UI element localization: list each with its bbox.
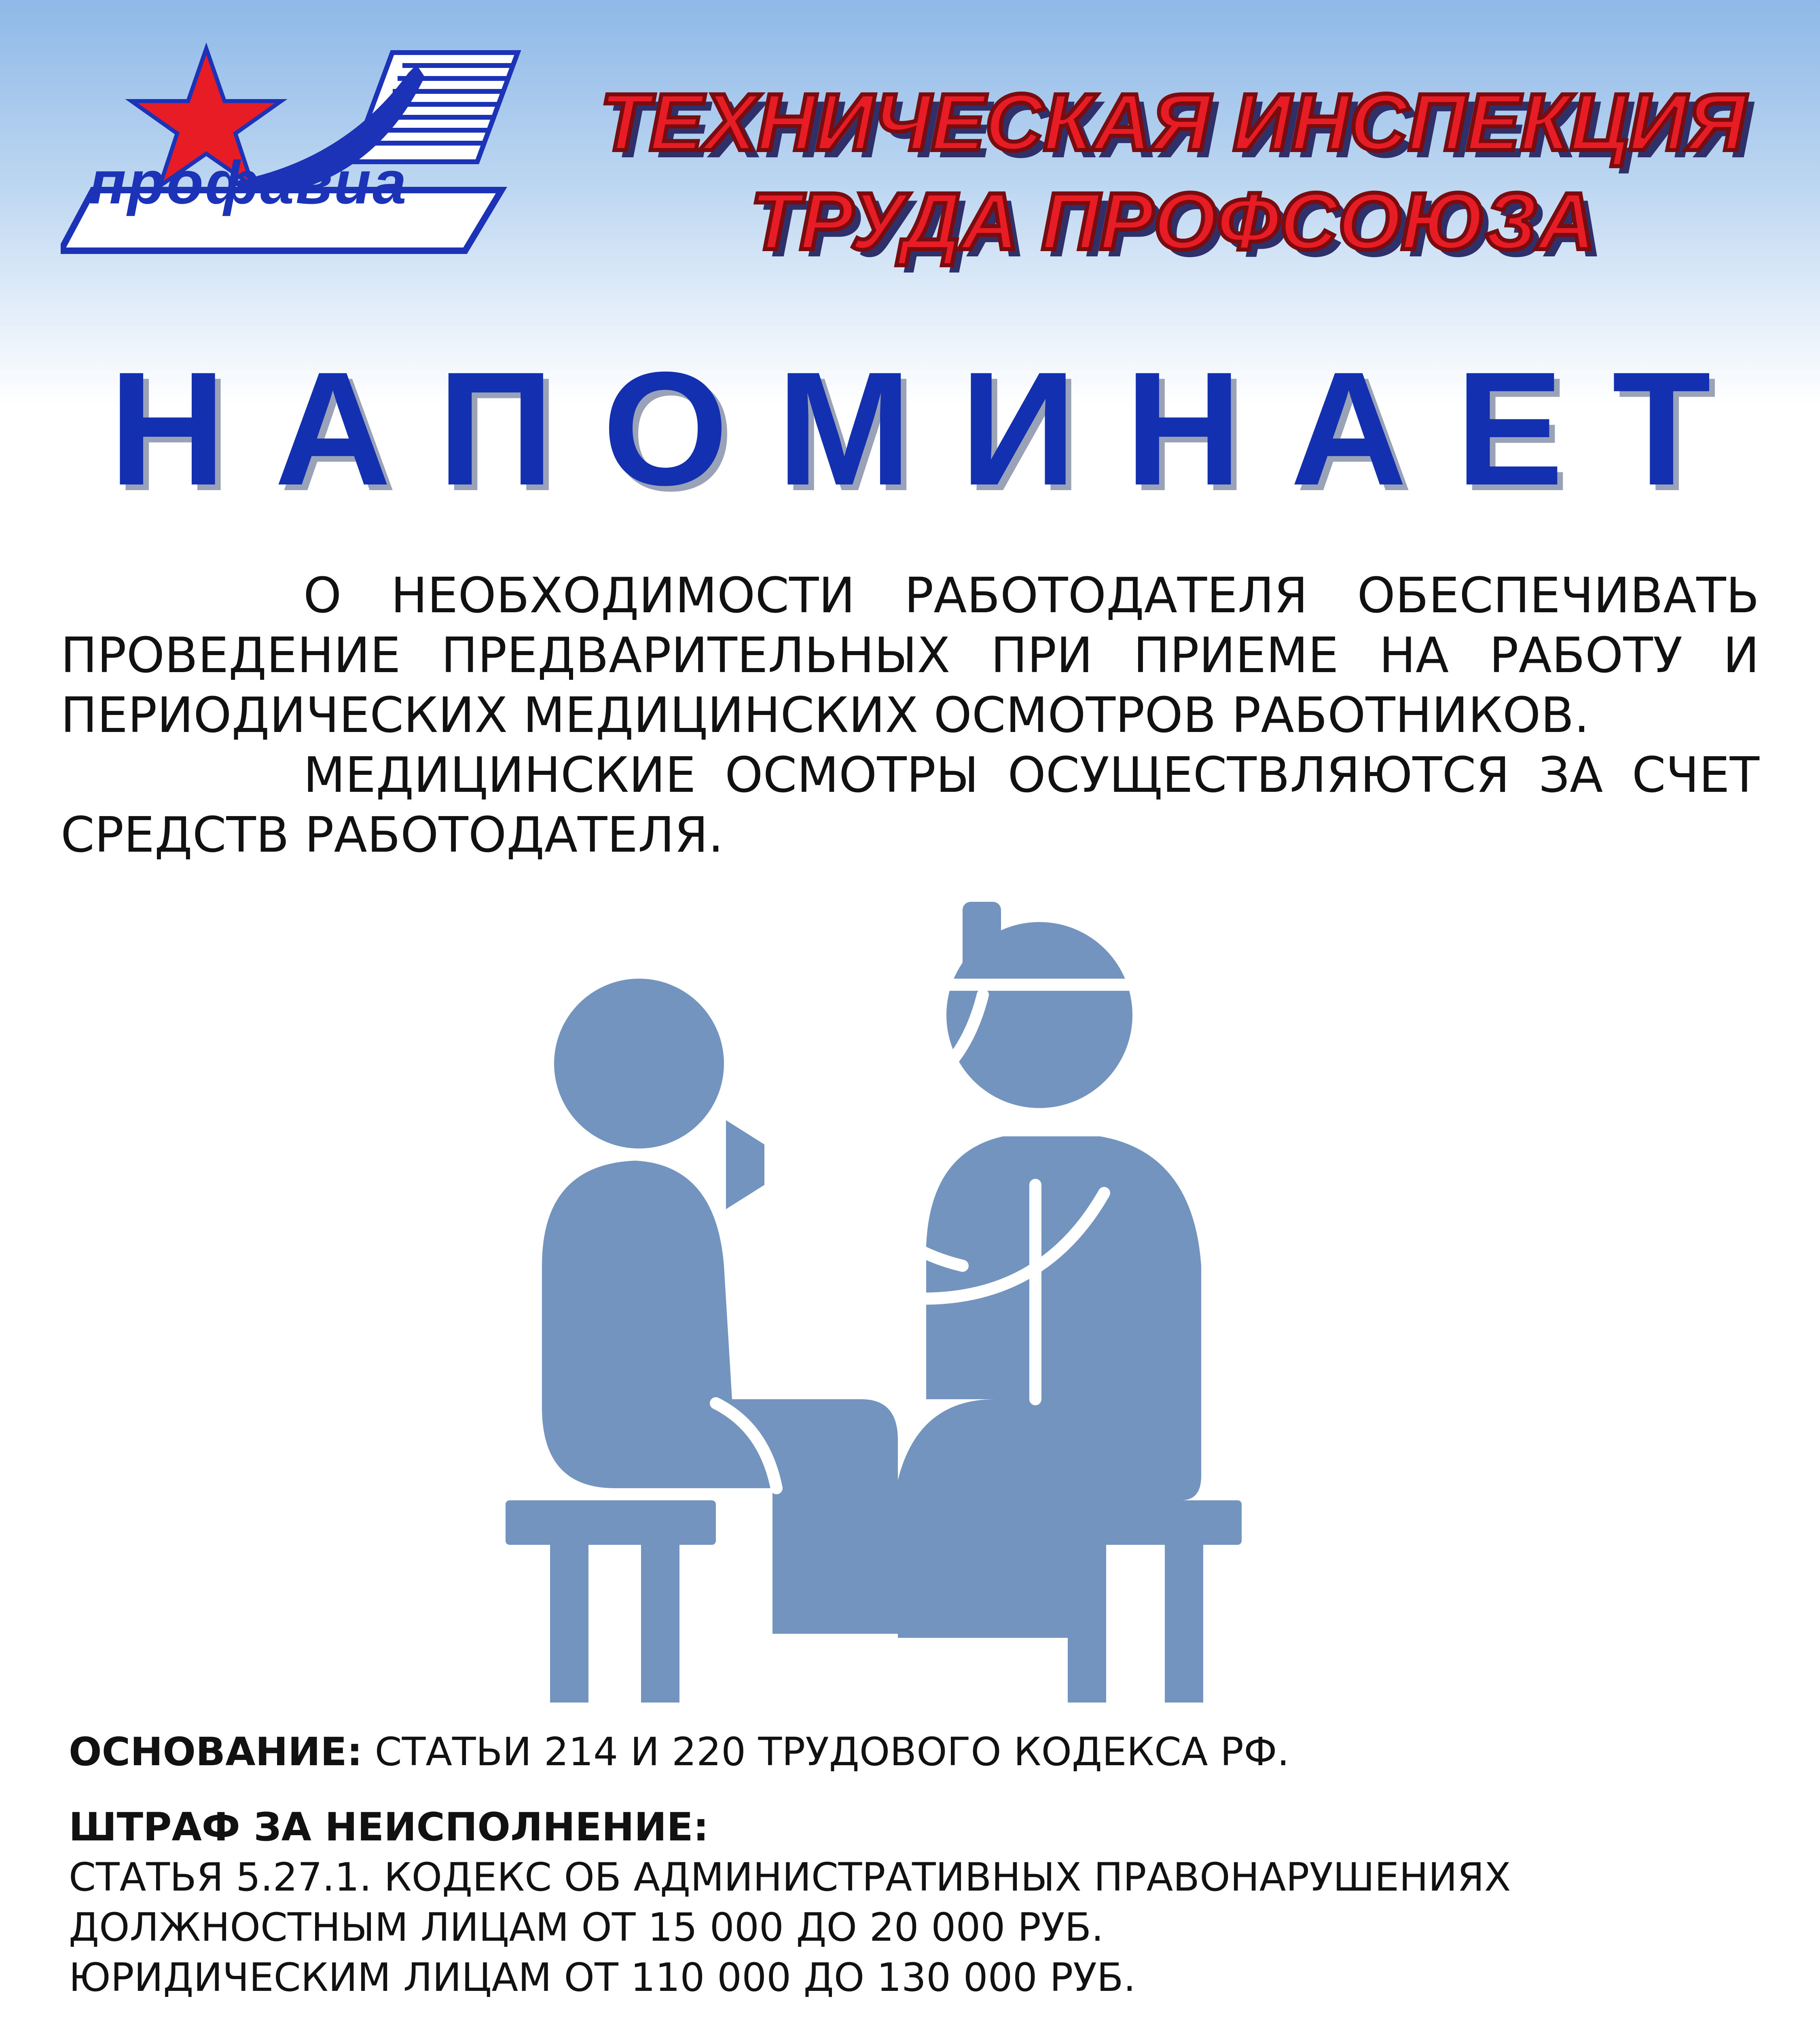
doctor-stool-seat	[1015, 1500, 1242, 1545]
basis-row	[69, 1727, 1767, 1777]
intro-paragraph-2: МЕДИЦИНСКИЕ ОСМОТРЫ ОСУЩЕСТВЛЯЮТСЯ ЗА СЧЕТ СРЕДСТВ РАБОТОДАТЕЛЯ.	[61, 747, 1759, 863]
doctor-body	[898, 1136, 1201, 1638]
intro-text	[61, 566, 1759, 865]
basis-label: ОСНОВАНИЕ:	[69, 1729, 363, 1775]
basis-text: СТАТЬИ 214 И 220 ТРУДОВОГО КОДЕКСА РФ.	[362, 1729, 1290, 1775]
stethoscope-chestpiece	[726, 1120, 764, 1209]
logo-text: профавиа	[89, 148, 408, 216]
title-line-1: ТЕХНИЧЕСКАЯ ИНСПЕКЦИЯ	[600, 77, 1746, 167]
legal-info	[69, 1727, 1767, 2022]
fine-line: СТАТЬЯ 5.27.1. КОДЕКС ОБ АДМИНИСТРАТИВНЫХ ПРАВОНАРУШЕНИЯХ	[69, 1855, 1511, 1900]
patient-stool-seat	[506, 1500, 716, 1545]
doctor-stool-leg-left	[1068, 1545, 1106, 1703]
medical-examination-icon	[506, 902, 1242, 1703]
inspection-title	[558, 73, 1788, 271]
title-line-2: ТРУДА ПРОФСОЮЗА	[750, 176, 1596, 266]
logo-stripes	[352, 53, 518, 162]
intro-paragraph-1: О НЕОБХОДИМОСТИ РАБОТОДАТЕЛЯ ОБЕСПЕЧИВАТЬ ПРОВЕДЕНИЕ ПРЕДВАРИТЕЛЬНЫХ ПРИ ПРИЕМЕ НА РАБОТУ И ПЕРИОДИЧЕСКИХ МЕДИЦИНСКИХ ОСМОТРОВ РАБОТНИКОВ.	[61, 568, 1759, 744]
fine-label: ШТРАФ ЗА НЕИСПОЛНЕНИЕ:	[69, 1804, 709, 1850]
patient-body	[542, 1161, 898, 1634]
fine-line: ЮРИДИЧЕСКИМ ЛИЦАМ ОТ 110 000 ДО 130 000 РУБ.	[69, 1955, 1136, 2000]
fine-line: ДОЛЖНОСТНЫМ ЛИЦАМ ОТ 15 000 ДО 20 000 РУБ.	[69, 1905, 1104, 1950]
patient-stool-leg-left	[550, 1545, 588, 1703]
doctor-stool-leg-right	[1165, 1545, 1203, 1703]
headline: НАПОМИНАЕТ	[109, 338, 1760, 519]
patient-head	[554, 979, 724, 1148]
patient-stool-leg-right	[641, 1545, 679, 1703]
